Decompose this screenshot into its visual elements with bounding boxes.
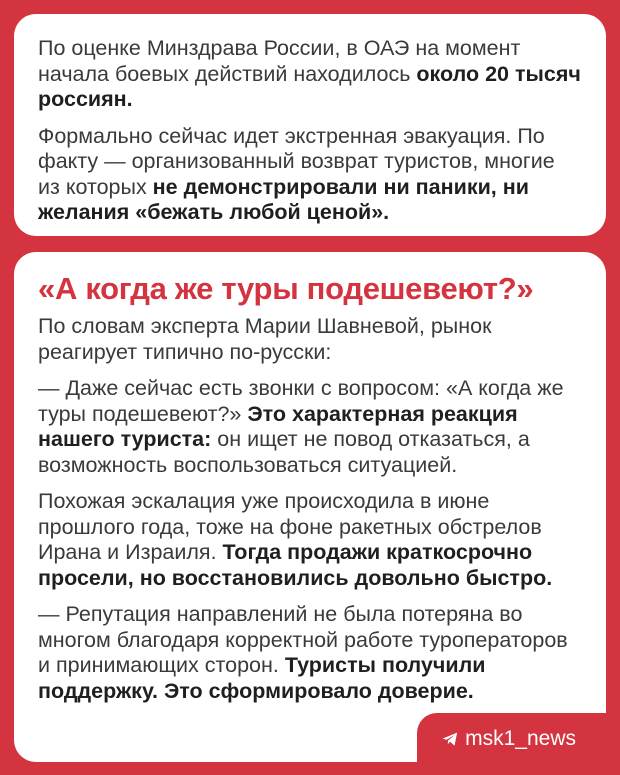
top-card bbox=[14, 14, 606, 236]
paragraph-text: По словам эксперта Марии Шавневой, рынок реагирует типично по-русски: bbox=[38, 314, 492, 364]
paragraph-text: По оценке Минздрава России, в ОАЭ на момент начала боевых действий находилось bbox=[38, 36, 521, 86]
paragraph-text: Похожая эскалация уже происходила в июне прошлого года, тоже на фоне ракетных обстрелов Ирана и Израиля. bbox=[38, 489, 542, 564]
paragraph-reputation bbox=[38, 602, 582, 704]
paragraph-bold: Это характерная реакция нашего туриста: bbox=[38, 401, 518, 451]
telegram-icon bbox=[441, 730, 459, 748]
paragraph-text: Формально сейчас идет экстренная эвакуация. По факту — организованный возврат туристов, многие из которых bbox=[38, 123, 555, 199]
paragraph-text: он ищет не повод отказаться, а возможность воспользоваться ситуацией. bbox=[38, 427, 530, 477]
channel-name: msk1_news bbox=[465, 727, 576, 750]
paragraph-escalation bbox=[38, 489, 582, 591]
paragraph-minzdrav bbox=[38, 36, 582, 113]
paragraph-bold: Туристы получили поддержку. Это сформировало доверие. bbox=[38, 653, 486, 703]
paragraph-bold: не демонстрировали ни паники, ни желания «бежать любой ценой». bbox=[38, 174, 529, 224]
paragraph-expert bbox=[38, 314, 582, 365]
section-heading: «А когда же туры подешевеют?» bbox=[38, 271, 534, 306]
paragraph-text: — Репутация направлений не была потеряна во многом благодаря корректной работе туроператоров и принимающих сторон. bbox=[38, 602, 568, 677]
paragraph-bold: около 20 тысяч россиян. bbox=[38, 61, 581, 111]
paragraph-text: — Даже сейчас есть звонки с вопросом: «А когда же туры подешевеют?» bbox=[38, 376, 564, 426]
paragraph-quote bbox=[38, 376, 582, 478]
channel-badge[interactable] bbox=[417, 713, 606, 765]
paragraph-bold: Тогда продажи краткосрочно просели, но восстановились довольно быстро. bbox=[38, 540, 553, 590]
bottom-card bbox=[14, 252, 606, 762]
paragraph-evacuation bbox=[38, 124, 582, 226]
